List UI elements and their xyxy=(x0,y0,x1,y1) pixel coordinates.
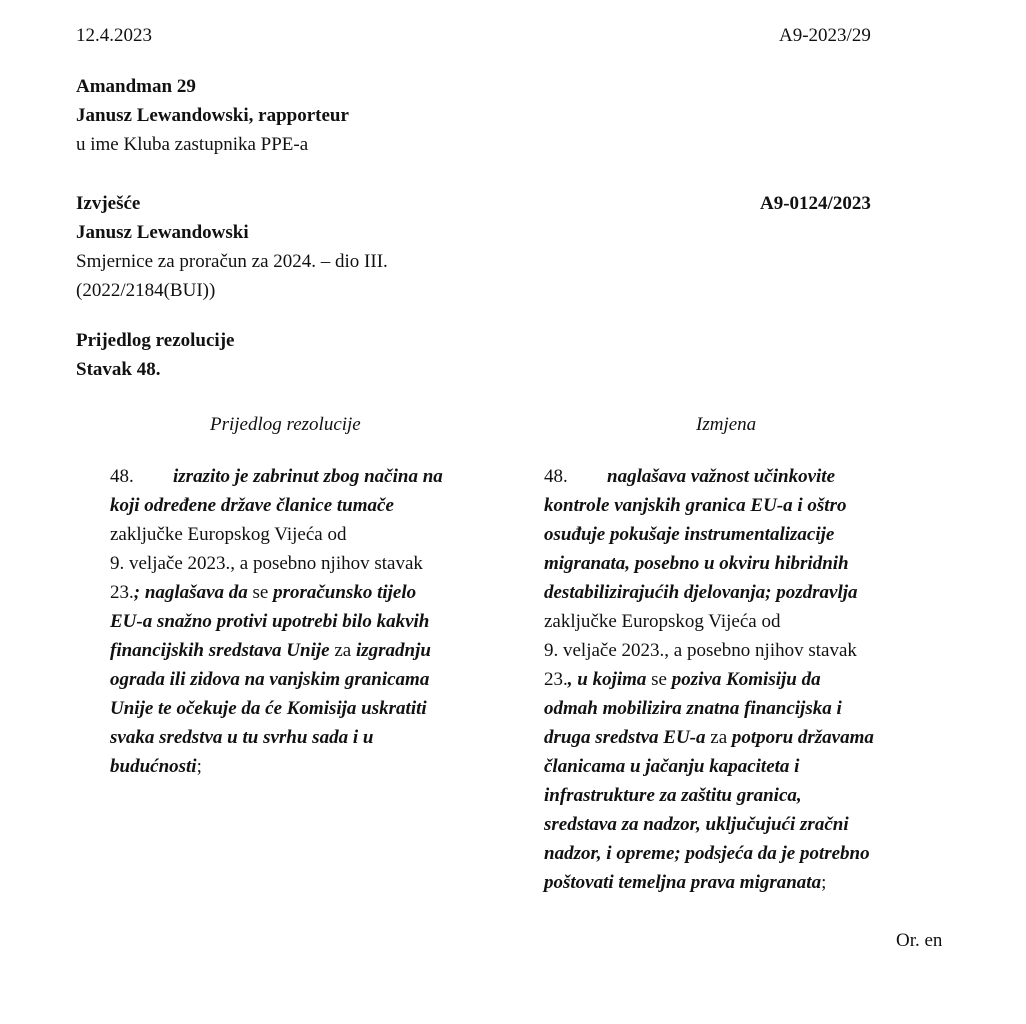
paragraph-number: 48. xyxy=(110,466,134,487)
text-line xyxy=(544,491,944,520)
text-span: poziva Komisiju da xyxy=(671,669,821,690)
text-span: destabilizirajućih djelovanja; pozdravlja xyxy=(544,582,858,603)
text-span: članicama u jačanju kapaciteta i xyxy=(544,756,800,777)
text-span: izrazito je zabrinut zbog načina na xyxy=(173,466,443,487)
text-span: za xyxy=(705,727,732,748)
text-span: nadzor, i opreme; podsjeća da je potrebno xyxy=(544,843,870,864)
text-line xyxy=(544,549,944,578)
text-line xyxy=(544,723,944,752)
text-span: poštovati temeljna prava migranata xyxy=(544,872,822,893)
text-line xyxy=(544,752,944,781)
text-span: Unije te očekuje da će Komisija uskratiti xyxy=(110,698,427,719)
text-span: za xyxy=(329,640,356,661)
text-line xyxy=(544,839,944,868)
text-span: , u kojima xyxy=(567,669,647,690)
text-line xyxy=(544,694,944,723)
text-line xyxy=(544,578,944,607)
text-span: financijskih sredstava Unije xyxy=(110,640,330,661)
text-line xyxy=(110,462,510,491)
political-group: u ime Kluba zastupnika PPE-a xyxy=(76,134,309,155)
date: 12.4.2023 xyxy=(76,25,152,46)
text-span: ograda ili zidova na vanjskim granicama xyxy=(110,669,430,690)
text-span: svaka sredstva u tu svrhu sada i u xyxy=(110,727,374,748)
text-span: naglašava važnost učinkovite xyxy=(607,466,836,487)
report-rapporteur: Janusz Lewandowski xyxy=(76,222,249,243)
text-span: potporu državama xyxy=(731,727,874,748)
text-span: zaključke Europskog Vijeća od xyxy=(110,524,347,545)
text-span: druga sredstva EU-a xyxy=(544,727,706,748)
text-line xyxy=(544,665,944,694)
text-span: izgradnju xyxy=(355,640,431,661)
text-span: sredstava za nadzor, uključujući zračni xyxy=(544,814,849,835)
text-span: osuđuje pokušaje instrumentalizacije xyxy=(544,524,835,545)
text-span: odmah mobilizira znatna financijska i xyxy=(544,698,842,719)
text-span: zaključke Europskog Vijeća od xyxy=(544,611,781,632)
text-line xyxy=(544,520,944,549)
text-span: 23. xyxy=(110,582,134,603)
text-span: ; xyxy=(196,756,202,777)
document-reference: A9-2023/29 xyxy=(779,25,871,46)
text-line xyxy=(544,636,944,665)
text-span: kontrole vanjskih granica EU-a i oštro xyxy=(544,495,847,516)
original-text-column xyxy=(110,462,510,781)
text-span: infrastrukture za zaštitu granica, xyxy=(544,785,802,806)
text-span: ; xyxy=(821,872,827,893)
text-line xyxy=(544,810,944,839)
text-span: ; naglašava da xyxy=(133,582,248,603)
report-label: Izvješće xyxy=(76,193,141,214)
text-span: se xyxy=(646,669,672,690)
text-span: 9. veljače 2023., a posebno njihov stavak xyxy=(110,553,423,574)
text-span: proračunsko tijelo xyxy=(273,582,417,603)
report-subject: Smjernice za proračun za 2024. – dio III. xyxy=(76,251,388,272)
text-span: 23. xyxy=(544,669,568,690)
text-line xyxy=(110,694,510,723)
text-line xyxy=(110,636,510,665)
text-line xyxy=(544,462,944,491)
text-line xyxy=(110,607,510,636)
report-number: A9-0124/2023 xyxy=(760,193,871,214)
paragraph-number: 48. xyxy=(544,466,568,487)
text-span: migranata, posebno u okviru hibridnih xyxy=(544,553,849,574)
amendment-text-column xyxy=(544,462,944,897)
amendment-title: Amandman 29 xyxy=(76,76,196,97)
text-span: se xyxy=(247,582,274,603)
text-span: budućnosti xyxy=(110,756,197,777)
text-span: 9. veljače 2023., a posebno njihov stavak xyxy=(544,640,857,661)
motion-label: Prijedlog rezolucije xyxy=(76,330,235,351)
text-line xyxy=(110,520,510,549)
left-column-header: Prijedlog rezolucije xyxy=(210,414,361,435)
text-line xyxy=(110,549,510,578)
text-span: EU-a snažno protivi upotrebi bilo kakvih xyxy=(110,611,430,632)
procedure-number: (2022/2184(BUI)) xyxy=(76,280,216,301)
right-column-header: Izmjena xyxy=(696,414,757,435)
paragraph-label: Stavak 48. xyxy=(76,359,161,380)
text-line xyxy=(544,781,944,810)
text-line xyxy=(110,491,510,520)
text-span: koji određene države članice tumače xyxy=(110,495,394,516)
original-language: Or. en xyxy=(896,930,943,951)
text-line xyxy=(544,868,944,897)
text-line xyxy=(110,578,510,607)
text-line xyxy=(110,665,510,694)
text-line xyxy=(110,752,510,781)
text-line xyxy=(544,607,944,636)
text-line xyxy=(110,723,510,752)
amendment-author: Janusz Lewandowski, rapporteur xyxy=(76,105,349,126)
